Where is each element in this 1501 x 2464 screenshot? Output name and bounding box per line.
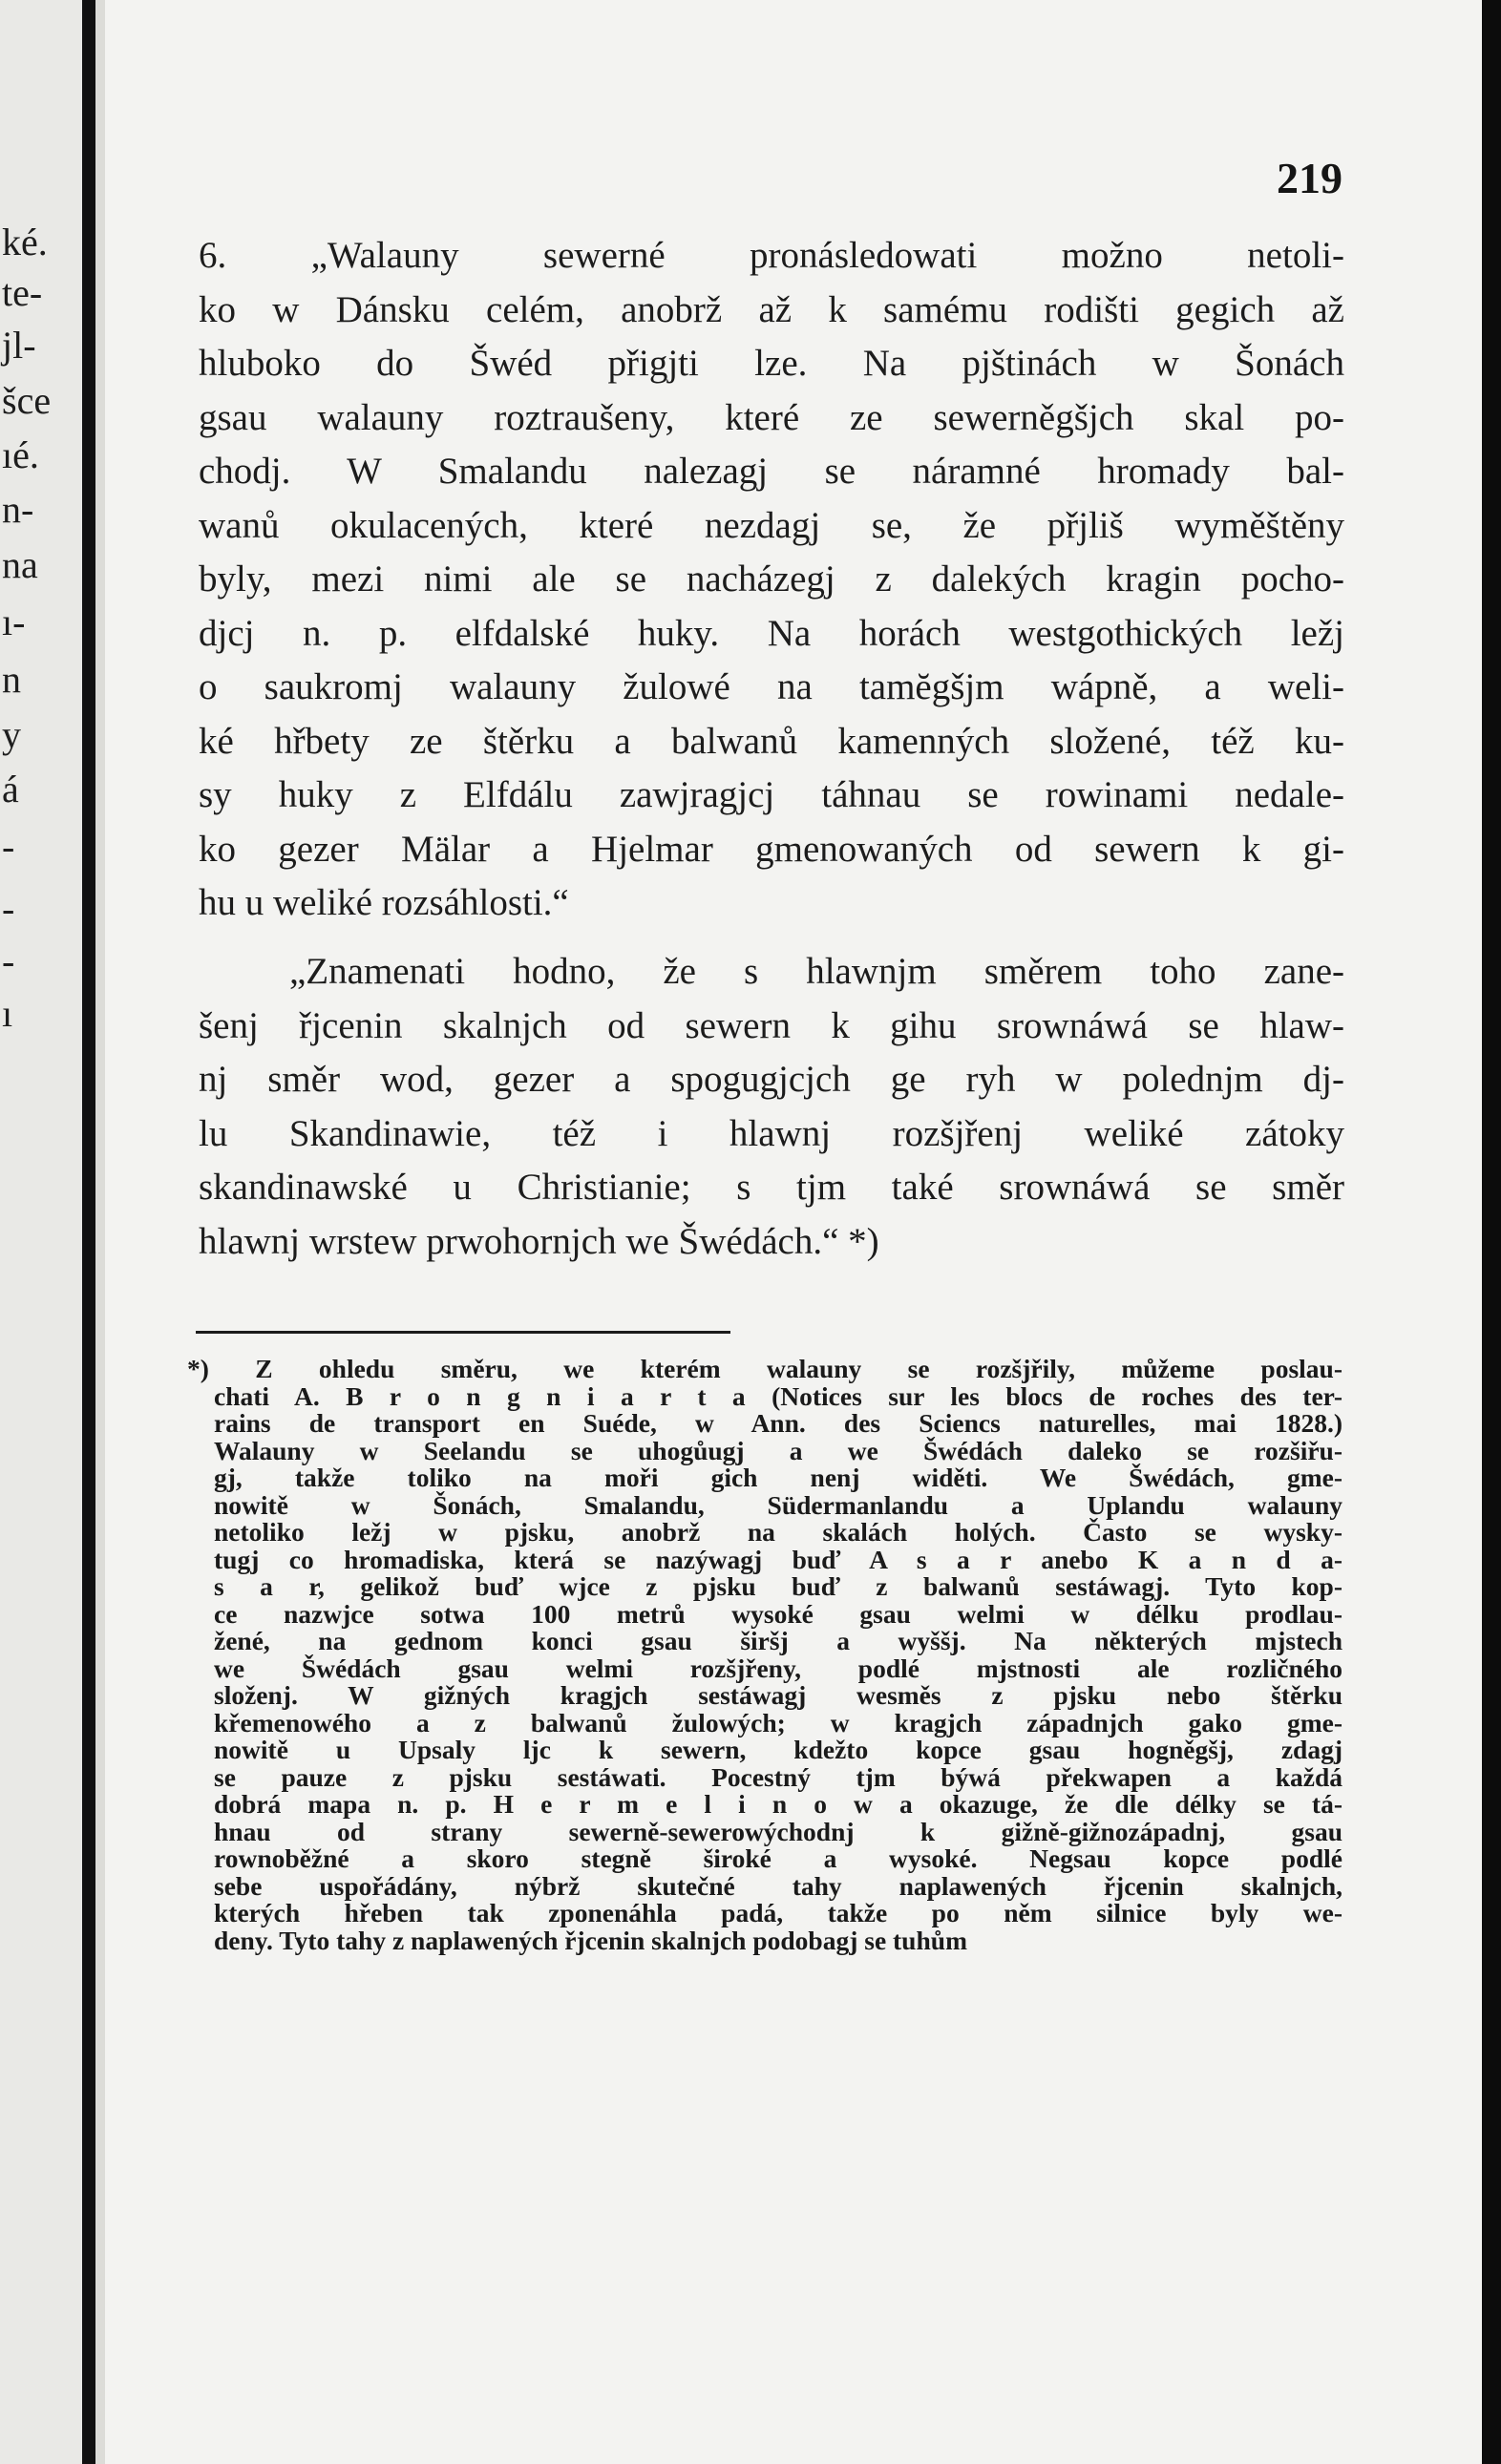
text-line: sy huky z Elfdálu zawjragjcj táhnau se rowinami nedale- [199, 774, 1344, 815]
footnote-line: chati A. B r o n g n i a r t a (Notices sur les blocs de roches des ter- [214, 1380, 1342, 1411]
footnote-line: deny. Tyto tahy z naplawených řjcenin skalnjch podobagj se tuhům [214, 1925, 967, 1955]
footnote-line: ce nazwjce sotwa 100 metrů wysoké gsau welmi w délku prodlau- [214, 1598, 1342, 1629]
left-page-fragment: na [2, 543, 38, 586]
footnote-separator-rule [196, 1331, 730, 1334]
footnote-line: Walauny w Seelandu se uhogůugj a we Šwédách daleko se rozšiřu- [214, 1435, 1342, 1465]
footnote-line: složenj. W gižných kragjch sestáwagj wesměs z pjsku nebo štěrku [214, 1680, 1342, 1710]
text-line: o saukromj walauny žulowé na tamĕgšjm wápně, a weli- [199, 666, 1344, 707]
footnote-line: hnau od strany sewerně-sewerowýchodnj k gižně-gižnozápadnj, gsau [214, 1816, 1342, 1846]
text-line: gsau walauny roztraušeny, které ze sewerněgšjch skal po- [199, 396, 1344, 438]
text-line: ko gezer Mälar a Hjelmar gmenowaných od sewern k gi- [199, 828, 1344, 870]
footnote-line: tugj co hromadiska, která se nazýwagj buď A s a r anebo K a n d a- [214, 1544, 1342, 1574]
text-line: lu Skandinawie, též i hlawnj rozšjřenj weliké zátoky [199, 1112, 1344, 1154]
text-line: wanů okulacených, které nezdagj se, že přjliš wyměštěny [199, 504, 1344, 546]
left-page-fragment: n [2, 658, 21, 701]
left-page-fragment: ı- [2, 600, 26, 643]
text-line: skandinawské u Christianie; s tjm také srownáwá se směr [199, 1167, 1344, 1208]
left-page-fragment: - [2, 939, 15, 982]
footnote-line: *) Z ohledu směru, we kterém walauny se rozšjřily, můžeme poslau- [187, 1354, 1342, 1383]
text-line: šenj řjcenin skalnjch od sewern k gihu srownáwá se hlaw- [199, 1004, 1344, 1046]
footnote-line: s a r, gelikož buď wjce z pjsku buď z balwanů sestáwagj. Tyto kop- [214, 1571, 1342, 1601]
footnote-line: rains de transport en Suéde, w Ann. des Sciencs naturelles, mai 1828.) [214, 1408, 1342, 1438]
footnote-line: žené, na gednom konci gsau širšj a wyššj. Na některých mjstech [214, 1626, 1342, 1655]
text-line: ké hřbety ze štěrku a balwanů kamenných složené, též ku- [199, 720, 1344, 762]
text-line: „Znamenati hodno, že s hlawnjm směrem toho zane- [289, 951, 1344, 992]
text-line: hu u weliké rozsáhlosti.“ [199, 882, 569, 923]
left-page-fragment: jl- [2, 324, 36, 367]
left-page-fragment: šce [2, 379, 52, 422]
footnote-line: sebe uspořádány, nýbrž skutečné tahy naplawených řjcenin skalnjch, [214, 1870, 1342, 1901]
left-page-fragment: n- [2, 488, 34, 531]
left-page-fragment: - [2, 887, 15, 930]
left-page-fragment: ké. [2, 221, 48, 263]
footnote-line: se pauze z pjsku sestáwati. Pocestný tjm býwá překwapen a každá [214, 1761, 1342, 1792]
text-line: nj směr wod, gezer a spogugjcjch ge ryh w polednjm dj- [199, 1059, 1344, 1100]
left-page-fragment: - [2, 825, 15, 868]
book-page [95, 0, 1482, 2464]
left-page-fragment: ıé. [2, 433, 39, 476]
footnote-line: nowitě u Upsaly ljc k sewern, kdežto kopce gsau hogněgšj, zdagj [214, 1735, 1342, 1764]
page-number: 219 [1277, 154, 1342, 202]
footnote [187, 1356, 1342, 1954]
footnote-line: netoliko ležj w pjsku, anobrž na skalách holých. Často se wysky- [214, 1517, 1342, 1547]
left-page-fragment: ı [2, 992, 13, 1035]
footnote-line: nowitě w Šonách, Smalandu, Südermanlandu a Uplandu walauny [214, 1489, 1342, 1520]
left-page-edge [0, 0, 95, 2464]
left-page-fragment: y [2, 713, 21, 756]
footnote-line: dobrá mapa n. p. H e r m e l i n o w a okazuge, že dle délky se tá- [214, 1789, 1342, 1819]
left-page-fragment: á [2, 768, 19, 811]
text-line: ko w Dánsku celém, anobrž až k samému rodišti gegich až [199, 288, 1344, 330]
text-line: 6. „Walauny sewerné pronásledowati možno netoli- [199, 235, 1344, 276]
text-line: djcj n. p. elfdalské huky. Na horách westgothických ležj [199, 612, 1344, 654]
page-spine-edge [95, 0, 105, 2464]
text-line: byly, mezi nimi ale se nacházegj z dalekých kragin pocho- [199, 558, 1344, 600]
footnote-line: kterých hřeben tak zponenáhla padá, takže po něm silnice byly we- [214, 1898, 1342, 1927]
footnote-line: we Šwédách gsau welmi rozšjřeny, podlé mjstnosti ale rozličného [214, 1653, 1342, 1683]
paragraph-2 [199, 945, 1344, 1269]
paragraph-1 [199, 229, 1344, 931]
footnote-line: křemenowého a z balwanů žulowých; w kragjch západnjch gako gme- [214, 1707, 1342, 1737]
left-page-fragment: te- [2, 271, 43, 314]
text-line: chodj. W Smalandu nalezagj se náramné hromady bal- [199, 451, 1344, 492]
footnote-line: gj, takže toliko na moři gich nenj widěti. We Šwédách, gme- [214, 1463, 1342, 1492]
text-line: hluboko do Šwéd přigjti lze. Na pjštinách w Šonách [199, 343, 1344, 384]
footnote-line: rownoběžné a skoro stegně široké a wysoké. Negsau kopce podlé [214, 1843, 1342, 1873]
text-line: hlawnj wrstew prwohornjch we Šwédách.“ *) [199, 1220, 879, 1262]
